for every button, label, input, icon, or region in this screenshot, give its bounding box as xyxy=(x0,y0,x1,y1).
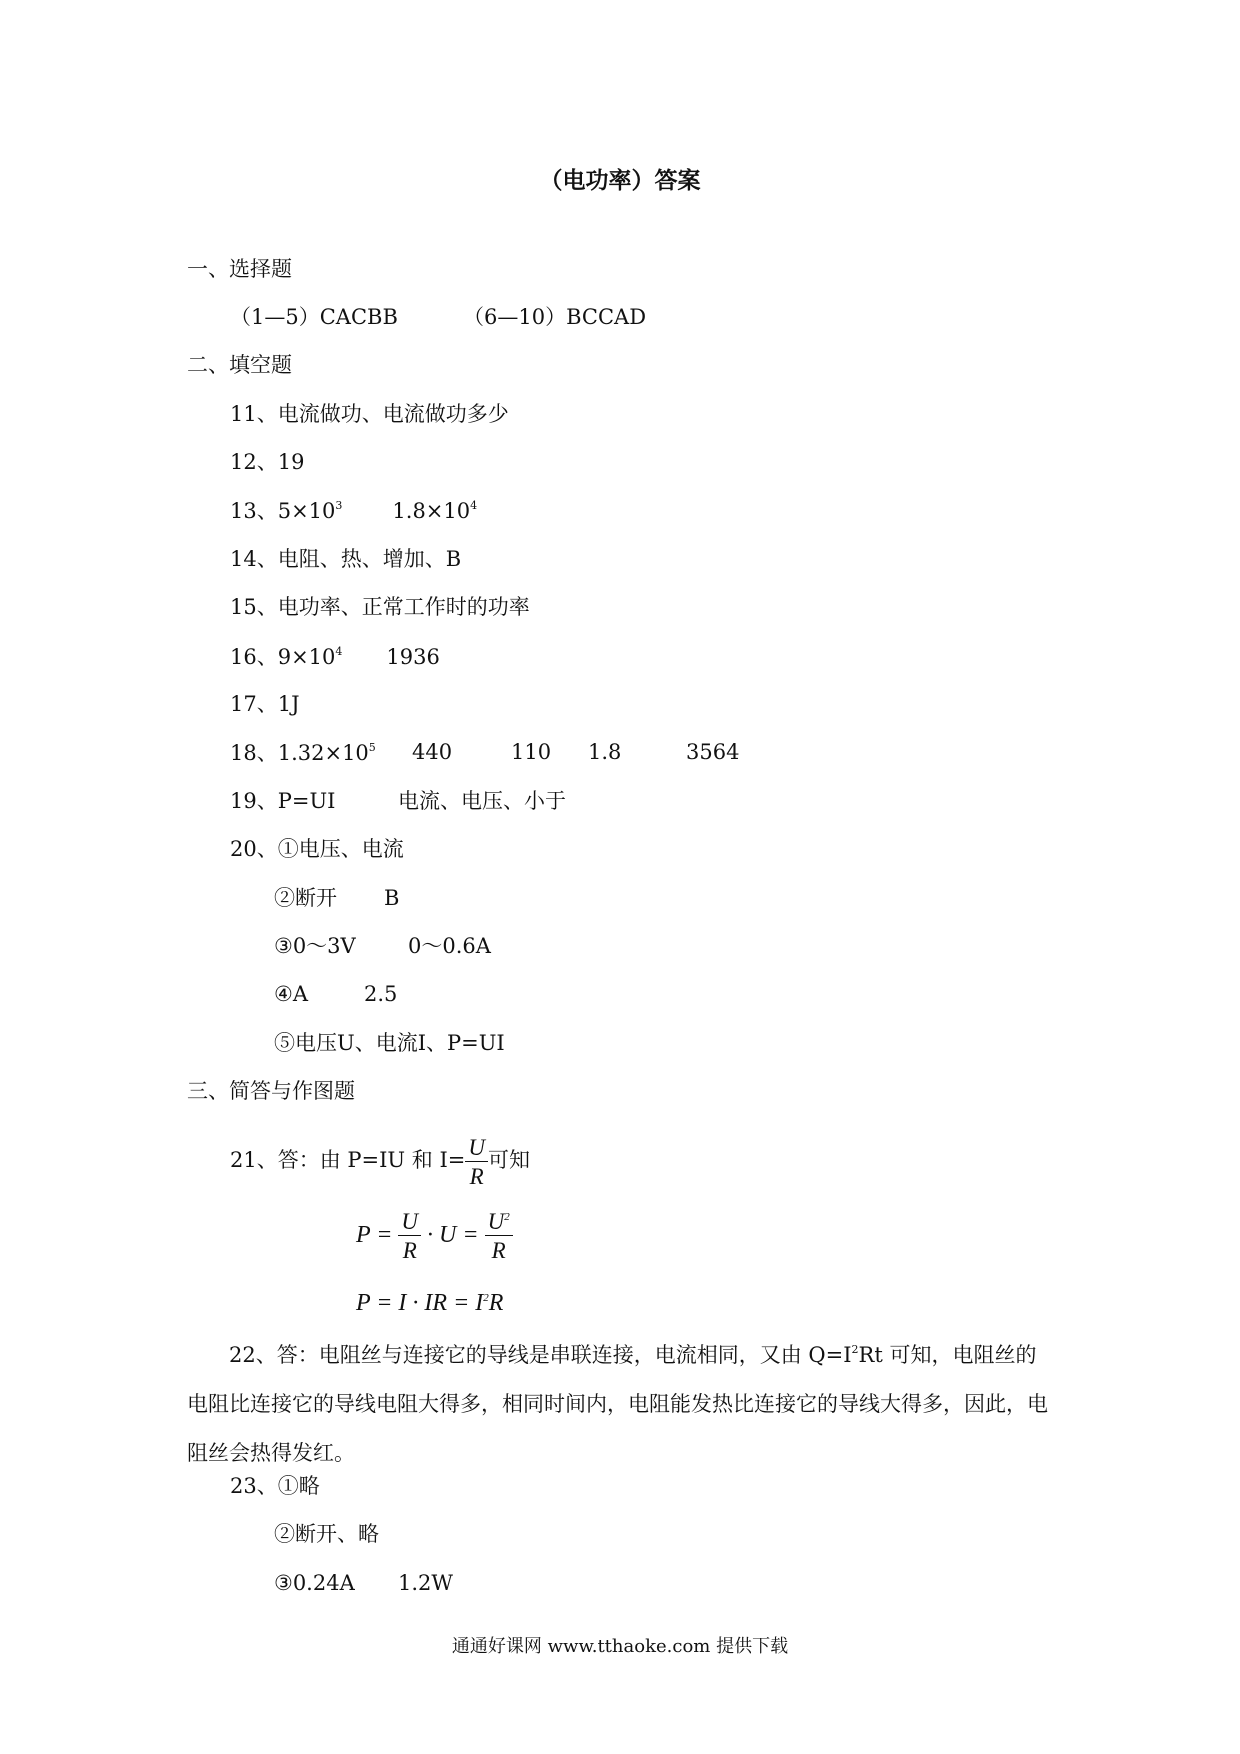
answer-16 xyxy=(230,646,440,668)
answer-23-line-2: ②断开、略 xyxy=(274,1522,379,1546)
eq1-fraction-1: $\frac{U}{R}$ xyxy=(398,1210,421,1262)
answer-18 xyxy=(230,742,376,764)
answer-20-line-2a: ②断开 xyxy=(274,886,337,910)
answer-18-value-3: 110 xyxy=(511,740,552,764)
answer-23-line-3b: 1.2W xyxy=(398,1571,453,1595)
answer-13-exp-1: 3 xyxy=(335,499,343,512)
answer-20-line-3a: ③0～3V xyxy=(274,934,356,958)
fraction-u-over-r: $\frac{U}{R}$ xyxy=(465,1136,488,1188)
answer-19-text: 电流、电压、小于 xyxy=(398,789,566,813)
answer-16-value-1: 16、9×10 xyxy=(230,645,336,669)
answer-13-exp-2: 4 xyxy=(470,499,478,512)
answer-21-suffix: 可知 xyxy=(487,1148,530,1172)
answer-17: 17、1J xyxy=(230,692,300,716)
section2-heading: 二、填空题 xyxy=(187,353,292,377)
answer-16-value-2: 1936 xyxy=(386,645,440,669)
answer-18-value-2: 440 xyxy=(412,740,453,764)
page-title: （电功率）答案 xyxy=(539,167,701,194)
answer-14: 14、电阻、热、增加、B xyxy=(230,547,462,571)
answer-19-formula: 19、P=UI xyxy=(230,789,336,813)
eq1-fraction-2: $\frac{U^2}{R}$ xyxy=(485,1210,513,1262)
answer-20-line-3b: 0～0.6A xyxy=(408,934,491,958)
choice-answers-1-5: （1—5）CACBB xyxy=(230,305,398,329)
answer-20-line-1: 20、①电压、电流 xyxy=(230,837,404,861)
section1-heading: 一、选择题 xyxy=(187,257,292,281)
answer-21-intro xyxy=(230,1130,530,1190)
answer-18-value-5: 3564 xyxy=(686,740,740,764)
choice-answers-6-10: （6—10）BCCAD xyxy=(463,305,647,329)
answer-18-value-1: 18、1.32×10 xyxy=(230,741,369,765)
section3-heading: 三、简答与作图题 xyxy=(187,1079,355,1103)
answer-20-line-4b: 2.5 xyxy=(364,982,398,1006)
answer-22: 22、答：电阻丝与连接它的导线是串联连接，电流相同，又由 $Q=I^2Rt$ 可知，电阻丝的电阻比连接它的导线电阻大得多，相同时间内，电阻能发热比连接它的导线大得多，因此，电阻丝会热得发红。 xyxy=(187,1343,1048,1465)
answer-11: 11、电流做功、电流做功多少 xyxy=(230,402,509,426)
answer-13 xyxy=(230,500,477,522)
footer-credit: 通通好课网 www.tthaoke.com 提供下载 xyxy=(451,1636,789,1657)
answer-20-line-2b: B xyxy=(384,886,400,910)
answer-13-value-2: 1.8×10 xyxy=(392,499,471,523)
answer-18-value-4: 1.8 xyxy=(588,740,622,764)
equation-1: P = $\frac{U}{R}$ · U = $\frac{U^2}{R}$ xyxy=(356,1205,513,1265)
answer-13-value-1: 13、5×10 xyxy=(230,499,336,523)
answer-23-line-1: 23、①略 xyxy=(230,1474,320,1498)
answer-20-line-5: ⑤电压U、电流I、P=UI xyxy=(274,1031,505,1055)
answer-12: 12、19 xyxy=(230,450,305,474)
equation-2: P = I · IR = $I^2R$ xyxy=(356,1290,504,1316)
answer-20-line-4a: ④A xyxy=(274,982,308,1006)
answer-16-exp: 4 xyxy=(335,645,343,658)
answer-23-line-3a: ③0.24A xyxy=(274,1571,355,1595)
answer-21-prefix: 21、答：由 P=IU 和 I= xyxy=(230,1148,466,1172)
answer-15: 15、电功率、正常工作时的功率 xyxy=(230,595,530,619)
answer-18-exp: 5 xyxy=(368,741,376,754)
